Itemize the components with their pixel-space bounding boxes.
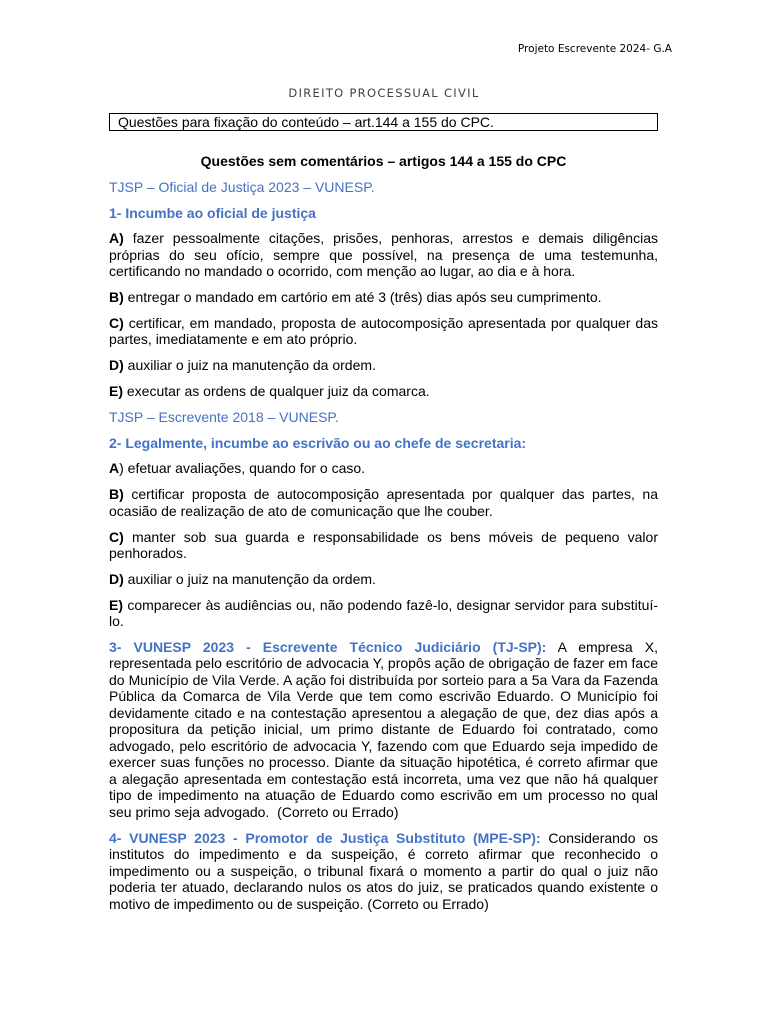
q1-stem: 1- Incumbe ao oficial de justiça <box>109 204 316 221</box>
option-letter: A) <box>109 230 124 247</box>
option-letter: C) <box>109 314 124 331</box>
subject-title: DIREITO PROCESSUAL CIVIL <box>288 86 480 100</box>
section-title: Questões sem comentários – artigos 144 a 155 do CPC <box>200 153 567 169</box>
q3-text: A empresa X, representada pelo escritório de advocacia Y, propôs ação de obrigação de fazer em face do Município de Vila Verde. A ação foi distribuída por sorteio para a 5a Vara da Fazenda Pública da Comarca de Vila Verde que tem como escrivão Eduardo. O Município foi devidamente citado e na contestação apresentou a alegação de que, dez dias após a propositura da petição inicial, um primo distante de Eduardo foi contratado, como advogado, pelo escritório de advocacia Y, fazendo com que Eduardo seja impedido de exercer suas funções no processo. Diante da situação hipotética, é correto afirmar que a alegação apresentada em contestação está incorreta, uma vez que não há qualquer tipo de impedimento na atuação de Eduardo como escrivão em um processo no qual seu primo seja advogado. (Correto ou Errado) <box>109 638 662 820</box>
option-text: auxiliar o juiz na manutenção da ordem. <box>123 570 376 587</box>
q2-option-b <box>109 486 662 519</box>
q1-option-a <box>109 230 662 280</box>
q4-paragraph <box>109 829 662 913</box>
document-body <box>109 153 662 922</box>
option-letter: B) <box>109 289 124 306</box>
q3-paragraph <box>109 638 662 821</box>
option-text: auxiliar o juiz na manutenção da ordem. <box>123 357 376 374</box>
option-text: executar as ordens de qualquer juiz da comarca. <box>123 383 430 400</box>
q2-stem: 2- Legalmente, incumbe ao escrivão ou ao chefe de secretaria: <box>109 434 527 451</box>
option-letter: E) <box>109 383 123 400</box>
q1-option-e <box>109 383 658 400</box>
option-text: certificar proposta de autocomposição apresentada por qualquer das partes, na ocasião de realização de ato de comunicação que lhe couber. <box>109 486 662 519</box>
option-text: certificar, em mandado, proposta de autocomposição apresentada por qualquer das partes, imediatamente e em ato próprio. <box>109 314 662 348</box>
page-header: Projeto Escrevente 2024- G.A <box>517 43 672 55</box>
option-letter: A <box>109 460 120 477</box>
option-text: comparecer às audiências ou, não podendo fazê-lo, designar servidor para substituí-lo. <box>109 596 658 630</box>
boxed-note: Questões para fixação do conteúdo – art.144 a 155 do CPC. <box>109 113 658 131</box>
q3-head: 3- VUNESP 2023 - Escrevente Técnico Judiciário (TJ-SP): <box>109 638 547 655</box>
q2-option-e <box>109 597 658 630</box>
q4-text: Considerando os institutos do impedimento e da suspeição, é correto afirmar que reconhecido o impedimento ou a suspeição, o tribunal fixará o momento a partir do qual o juiz não poderia ter atuado, declarando nulos os atos do juiz, se praticados quando existente o motivo de impedimento ou de suspeição. (Correto ou Errado) <box>109 829 662 912</box>
q2-option-d <box>109 571 658 588</box>
q1-option-d <box>109 357 658 374</box>
q1-source: TJSP – Oficial de Justiça 2023 – VUNESP. <box>109 178 375 195</box>
q1-option-c <box>109 314 662 348</box>
q4-head: 4- VUNESP 2023 - Promotor de Justiça Substituto (MPE-SP): <box>109 829 541 846</box>
option-text: fazer pessoalmente citações, prisões, penhoras, arrestos e demais diligências próprias do seu ofício, sempre que possível, na presença de uma testemunha, certificando no mandado o ocorrido, com menção ao lugar, ao dia e à hora. <box>109 230 662 280</box>
option-letter: D) <box>109 357 124 374</box>
option-letter: D) <box>109 570 124 587</box>
q1-option-b <box>109 289 658 306</box>
option-text: entregar o mandado em cartório em até 3 (três) dias após seu cumprimento. <box>123 289 602 306</box>
option-text: ) efetuar avaliações, quando for o caso. <box>119 460 366 477</box>
q2-option-a <box>109 460 658 477</box>
option-letter: B) <box>109 486 124 503</box>
q2-option-c <box>109 528 662 562</box>
option-letter: C) <box>109 528 124 545</box>
q2-source: TJSP – Escrevente 2018 – VUNESP. <box>109 408 339 425</box>
option-text: manter sob sua guarda e responsabilidade os bens móveis de pequeno valor penhorados. <box>109 528 662 562</box>
option-letter: E) <box>109 596 123 613</box>
